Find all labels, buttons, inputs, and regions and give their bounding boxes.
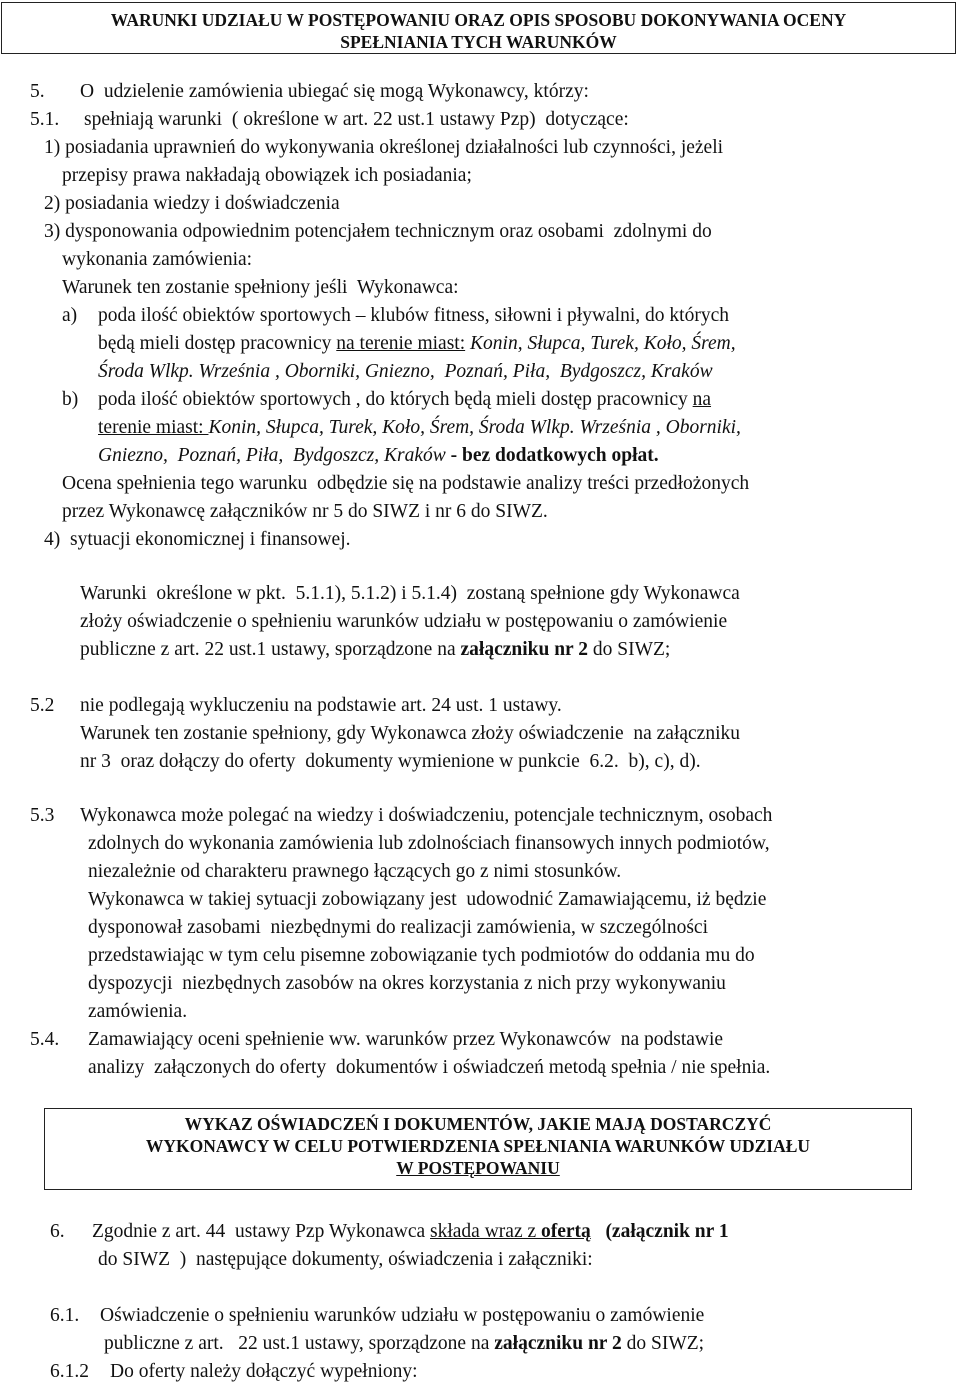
a-line-2: będą mieli dostęp pracownicy na terenie miast: Konin, Słupca, Turek, Koło, Śrem, [98, 333, 736, 354]
s53-line-8: zamówienia. [88, 1001, 188, 1022]
item-2: 2) posiadania wiedzy i doświadczenia [44, 193, 340, 214]
a-line-3: Środa Wlkp. Września , Oborniki, Gniezno, Poznań, Piła, Bydgoszcz, Kraków [98, 361, 713, 382]
b-line-3: Gniezno, Poznań, Piła, Bydgoszcz, Kraków - bez dodatkowych opłat. [98, 445, 659, 466]
s53-line-7: dyspozycji niezbędnych zasobów na okres korzystania z nich przy wykonywaniu [88, 973, 726, 994]
list-box-line-1: WYKAZ OŚWIADCZEŃ I DOKUMENTÓW, JAKIE MAJĄ DOSTARCZYĆ [184, 1114, 772, 1134]
list-box-line-3: W POSTĘPOWANIU [396, 1158, 560, 1178]
s54-line-1: Zamawiający oceni spełnienie ww. warunków przez Wykonawców na podstawie [88, 1029, 724, 1050]
s53-line-4: Wykonawca w takiej sytuacji zobowiązany jest udowodnić Zamawiającemu, iż będzie [88, 889, 767, 910]
s54-num: 5.4. [30, 1029, 60, 1050]
s51-num: 5.1. [30, 109, 60, 130]
item-4: 4) sytuacji ekonomicznej i finansowej. [44, 529, 351, 550]
s53-line-1: Wykonawca może polegać na wiedzy i doświadczeniu, potencjale technicznym, osobach [80, 805, 773, 826]
b-line-2: terenie miast: Konin, Słupca, Turek, Koło, Śrem, Środa Wlkp. Września , Oborniki, [98, 417, 741, 438]
s53-num: 5.3 [30, 805, 55, 826]
s612-num: 6.1.2 [50, 1361, 89, 1382]
header-line-2: SPEŁNIANIA TYCH WARUNKÓW [340, 32, 617, 52]
s5-intro: O udzielenie zamówienia ubiegać się mogą Wykonawcy, którzy: [80, 81, 589, 102]
warunki-line-3: publiczne z art. 22 ust.1 ustawy, sporządzone na załączniku nr 2 do SIWZ; [80, 639, 671, 660]
item-1-line-2: przepisy prawa nakładają obowiązek ich posiadania; [62, 165, 472, 186]
s61-num: 6.1. [50, 1305, 80, 1326]
b-line-1: poda ilość obiektów sportowych , do których będą mieli dostęp pracownicy na [98, 389, 712, 410]
s52-line-1: nie podlegają wykluczeniu na podstawie art. 24 ust. 1 ustawy. [80, 695, 562, 716]
item-3-line-1: 3) dysponowania odpowiednim potencjałem technicznym oraz osobami zdolnymi do [44, 221, 712, 242]
ocena-line-2: przez Wykonawcę załączników nr 5 do SIWZ i nr 6 do SIWZ. [62, 501, 548, 522]
item-3-line-2: wykonania zamówienia: [62, 249, 253, 270]
s61-line-2: publiczne z art. 22 ust.1 ustawy, sporządzone na załączniku nr 2 do SIWZ; [104, 1333, 705, 1354]
s6-num: 6. [50, 1221, 65, 1242]
s53-line-6: przedstawiając w tym celu pisemne zobowiązanie tych podmiotów do oddania mu do [88, 945, 755, 966]
warunki-line-1: Warunki określone w pkt. 5.1.1), 5.1.2) i 5.1.4) zostaną spełnione gdy Wykonawca [80, 583, 740, 604]
s6-line-1: Zgodnie z art. 44 ustawy Pzp Wykonawca składa wraz z ofertą (załącznik nr 1 [92, 1221, 729, 1242]
list-box-line-2: WYKONAWCY W CELU POTWIERDZENIA SPEŁNIANIA WARUNKÓW UDZIAŁU [145, 1136, 811, 1156]
a-label: a) [62, 305, 78, 326]
s61-line-1: Oświadczenie o spełnieniu warunków udziału w postępowaniu o zamówienie [100, 1305, 705, 1326]
a-line-1: poda ilość obiektów sportowych – klubów fitness, siłowni i pływalni, do których [98, 305, 729, 326]
s53-line-3: niezależnie od charakteru prawnego łączących go z nimi stosunków. [88, 861, 622, 882]
s612-text: Do oferty należy dołączyć wypełniony: [110, 1361, 418, 1382]
header-line-1: WARUNKI UDZIAŁU W POSTĘPOWANIU ORAZ OPIS SPOSOBU DOKONYWANIA OCENY [110, 10, 847, 30]
s54-line-2: analizy załączonych do oferty dokumentów i oświadczeń metodą spełnia / nie spełnia. [88, 1057, 771, 1078]
documents-list-box [44, 1108, 912, 1190]
b-label: b) [62, 389, 79, 410]
s52-line-2: Warunek ten zostanie spełniony, gdy Wykonawca złoży oświadczenie na załączniku [80, 723, 741, 744]
s52-num: 5.2 [30, 695, 55, 716]
item-1-line-1: 1) posiadania uprawnień do wykonywania określonej działalności lub czynności, jeżeli [44, 137, 724, 158]
s51-text: spełniają warunki ( określone w art. 22 ust.1 ustawy Pzp) dotyczące: [84, 109, 629, 130]
warunki-line-2: złoży oświadczenie o spełnieniu warunków udziału w postępowaniu o zamówienie [80, 611, 728, 632]
ocena-line-1: Ocena spełnienia tego warunku odbędzie się na podstawie analizy treści przedłożonych [62, 473, 750, 494]
s53-line-2: zdolnych do wykonania zamówienia lub zdolnościach finansowych innych podmiotów, [88, 833, 770, 854]
s6-line-2: do SIWZ ) następujące dokumenty, oświadczenia i załączniki: [98, 1249, 593, 1270]
header-box [1, 2, 956, 54]
warunek-line: Warunek ten zostanie spełniony jeśli Wykonawca: [62, 277, 459, 298]
s52-line-3: nr 3 oraz dołączy do oferty dokumenty wymienione w punkcie 6.2. b), c), d). [80, 751, 701, 772]
s5-num: 5. [30, 81, 45, 102]
s53-line-5: dysponował zasobami niezbędnymi do realizacji zamówienia, w szczególności [88, 917, 708, 938]
